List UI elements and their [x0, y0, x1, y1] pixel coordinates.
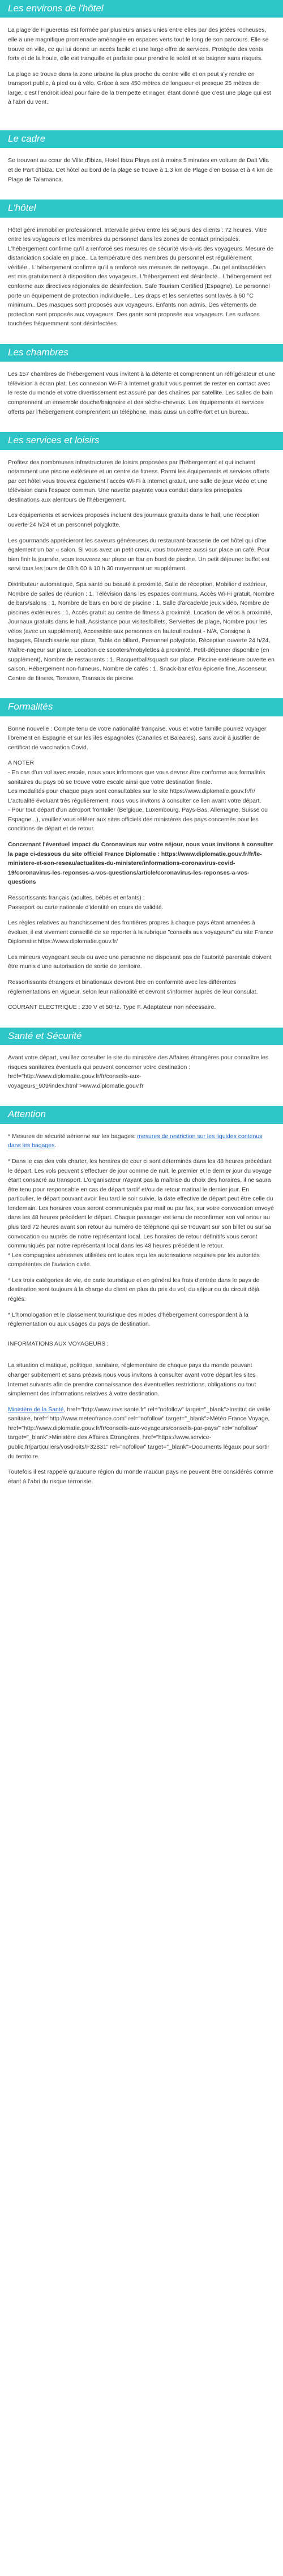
- paragraph: Ressortissants français (adultes, bébés et enfants) : Passeport ou carte nationale d'identité en cours de validité.: [8, 894, 164, 911]
- paragraph: * Dans le cas des vols charter, les horaires de cour ci sont déterminés dans les 48 heures précédant le départ. Les vols peuvent s'effectuer de jour comme de nuit, le premier et le dernier jour du voyage étant consacré au transport. L'organisateur n'ayant pas la maîtrise du choix des horaires, il ne saura être tenu pour responsable en cas de départ tardif et/ou de retour matinal le dernier jour. En particulier, le départ pouvant avoir lieu tard le soir suivie, la date effective de départ peut être celle du lendemain. Les horaires vous seront communiqués par mail ou par fax, sur votre convocation envoyé dans les 48 heures précédent le départ. Chaque passager est tenu de reconfirmer son vol retour au plus tard 72 heures avant son retour au numéro de téléphone qui se trouvant sur son billet ou sur sa convocation ou auprès de notre représentant local. Les horaires de retour définitifs vous seront communiqués par notre représentant local dans les 48 heures précédent le retour. * Les compagnies aériennes utilisées ont toutes reçu les autorisations requises par les autorités compétentes de l'aviation civile.: [8, 1157, 274, 1268]
- restriction-liquides-link[interactable]: mesures de restriction sur les liquides contenus dans les bagages: [8, 1132, 263, 1149]
- section-title: Attention: [0, 1106, 283, 1123]
- paragraph: Ressortissants étrangers et binationaux devront être en conformité avec les différentes réglementations en vigueur, selon leur nationalité et devront s'informer auprès de leur consulat.: [8, 978, 258, 995]
- paragraph: Hôtel géré immobilier professionnel. Intervalle prévu entre les séjours des clients : 72 heures. Vitre entre les voyageurs et les membres du personnel dans les zones de contact principales. L'hébergement confirme qu'il a renforcé ses mesures de sécurité vis-à-vis des voyageurs. Mesure de distanciation sociale en place.. La température des membres du personnel est régulièrement vérifiée.. L'hébergement confirme qu'il a renforcé ses mesures de nettoyage.. Du gel antibactérien est mis gratuitement à disposition des voyageurs. L'hébergement est désinfecté.. L'hébergement est conforme aux directives régionales de désinfection. Safe Tourism Certified (Espagne). Le personnel porte un équipement de protection individuelle.. Les draps et les serviettes sont lavés à 60 °C minimum.. Des masques sont proposés aux voyageurs. Enfants non admis. Des vêtements de protection sont proposés aux voyageurs. Des gants sont proposés aux voyageurs. Les surfaces touchées fréquemment sont désinfectées.: [8, 226, 274, 328]
- paragraph: [8, 1132, 275, 1151]
- paragraph: [8, 1405, 275, 1461]
- section-title: Le cadre: [0, 130, 283, 148]
- paragraph: Avant votre départ, veuillez consulter le site du ministère des Affaires étrangères pour connaître les risques sanitaires éventuels qui peuvent concerner votre destination : href="http://www.diplomatie.gouv.fr/fr/conseils-aux-voyageurs_909/index.html">www.diplomatie.gouv.fr: [8, 1054, 269, 1089]
- link-prefix: * Mesures de sécurité aérienne sur les bagages:: [8, 1132, 138, 1140]
- section-environs: [0, 0, 283, 122]
- paragraph: Les règles relatives au franchissement des frontières propres à chaque pays étant amenées à évoluer, il est vivement conseillé de se reporter à la rubrique "conseils aux voyageurs" du site France Diplomatie:https://www.diplomatie.gouv.fr/: [8, 919, 273, 945]
- paragraph: Les équipements et services proposés incluent des journaux gratuits dans le hall, une réception ouverte 24 h/24 et un personnel polyglotte.: [8, 512, 260, 529]
- section-formalites: [0, 698, 283, 1027]
- section-attention: [0, 1106, 283, 1501]
- paragraph: COURANT ÉLECTRIQUE : 230 V et 50Hz. Type F. Adaptateur non nécessaire.: [8, 1004, 216, 1011]
- paragraph: * Les trois catégories de vie, de carte touristique et en général les frais d'entrée dans le pays de destination sont toujours à la charge du client en plus du prix du vol, du séjour ou du circuit déjà réglés.: [8, 1276, 260, 1303]
- section-title: Santé et Sécurité: [0, 1028, 283, 1045]
- paragraph: Les mineurs voyageant seuls ou avec une personne ne disposant pas de l'autorité parentale doivent être munis d'une autorisation de sortie de territoire.: [8, 953, 272, 970]
- paragraph: Se trouvant au cœur de Ville d'Ibiza, Hotel Ibiza Playa est à moins 5 minutes en voiture de Dalt Vila et de Part d'Ibiza. Cet hôtel au bord de la plage se trouve à 1,3 km de Plage d'en Bossa et à 4 km de Plage de Talamanca.: [8, 157, 273, 183]
- paragraph: La plage de Figueretas est formée par plusieurs anses unies entre elles par des jetées rocheuses, elle a une magnifique promenade aménagée en espaces verts tout le long de son parcours. Elle se trouve en ville, ce qui lui donne un accès facile et une large offre de services. Protégée des vents forts et de la houle, elle est tranquille et parfaite pour prendre le soleil et se baigner sans risques.: [8, 27, 269, 62]
- section-services: [0, 432, 283, 698]
- paragraph: Les gourmands apprécieront les saveurs généreuses du restaurant-brasserie de cet hôtel qui dîne également un bar « salon. Si vous avez un petit creux, vous trouverez aussi sur place un café. Pour bien finir la journée, vous trouverez sur place un bar en bord de piscine. Un petit déjeuner buffet est servi tous les jours de 08 h 00 à 10 h 30 moyennant un supplément.: [8, 537, 270, 572]
- link-suffix: .: [54, 1142, 57, 1149]
- links-text: , href="http://www.invs.sante.fr" rel="nofollow" target="_blank">Institut de veille sanitaire, href="http://www.meteofrance.com" rel="nofollow" target="_blank">Météo France Voyage, href="http://www.diplomatie.gouv.fr/fr/conseils-aux-voyageurs/conseils-par-pays/" rel="nofollow" target="_blank">Ministère des Affaires Étrangères, href="https://www.service-public.fr/particuliers/vosdroits/F32831" rel="nofollow" target="_blank">Documents légaux pour sortir du territoire.: [8, 1406, 271, 1460]
- paragraph: La situation climatique, politique, sanitaire, réglementaire de chaque pays du monde pouvant changer subitement et sans préavis nous vous invitons à consulter avant votre départ les sites Internet suivants afin de prendre connaissance des éventuelles restrictions, obligations ou tout simplement des informations relatives à votre destination.: [8, 1362, 256, 1398]
- paragraph: INFORMATIONS AUX VOYAGEURS :: [8, 1340, 109, 1347]
- paragraph: Les 157 chambres de l'hébergement vous invitent à la détente et comprennent un réfrigérateur et une télévision à écran plat. Les connexion Wi-Fi à Internet gratuit vous permet de rester en contact avec le reste du monde et votre divertissement est assuré par des chaînes par satellite. Les salles de bain comprennent un ensemble douche/baignoire et des sèche-cheveux. Les équipements et services offerts par l'hébergement comprennent un téléphone, mais aussi un coffre-fort et un bureau.: [8, 371, 275, 415]
- paragraph: Bonne nouvelle : Compte tenu de votre nationalité française, vous et votre famille pourrez voyager librement en Espagne et sur les îles espagnoles (Canaries et Baléares), sans avoir à justifier de certificat de vaccination Covid.: [8, 725, 267, 751]
- paragraph: Toutefois il est rappelé qu'aucune région du monde n'aucun pays ne peuvent être considérés comme étant à l'abri du risque terroriste.: [8, 1469, 273, 1485]
- section-title: Les services et loisirs: [0, 432, 283, 449]
- paragraph: Concernant l'éventuel impact du Coronavirus sur votre séjour, nous vous invitons à consulter la page ci-dessous du site officiel France Diplomatie : https://www.diplomatie.gouv.fr/fr/le-ministere-et-son-reseau/actualites-du-ministere/informations-coronavirus-covid-19/coronavirus-les-reponses-a-vos-questions/article/coronavirus-les-reponses-a-vos-questions: [8, 841, 273, 886]
- paragraph: * L'homologation et le classement touristique des modes d'hébergement correspondent à la réglementation ou aux usages du pays de destination.: [8, 1311, 248, 1328]
- section-title: L'hôtel: [0, 200, 283, 217]
- section-chambres: [0, 344, 283, 432]
- paragraph: Distributeur automatique, Spa santé ou beauté à proximité, Salle de réception, Mobilier d'extérieur, Nombre de salles de réunion : 1, Télévision dans les espaces communs, Accès Wi-Fi gratuit, Nombre de bars/salons : 1, Nombre de bars en bord de piscine : 1, Salle d'arcade/de jeux vidéo, Nombre de piscines extérieures : 1, Accès gratuit au centre de fitness à proximité, Location de vélos à proximité, Journaux gratuits dans le hall, Assistance pour visites/billets, Serviettes de plage, Nombre pour les vélos (avec un supplément), Accessible aux personnes en fauteuil roulant - N/A, Consigne à bagages, Blanchisserie sur place, Table de billard, Personnel polyglotte, Réception ouverte 24 h/24, Maître-nageur sur place, Location de scooters/mobylettes à proximité, Petit-déjeuner disponible (en supplément), Nombre de restaurants : 1, Racquetball/squash sur place, Piscine extérieure ouverte en saison, Hébergement non-fumeurs, Nombre de cafés : 1, Snack-bar et/ou épicerie fine, Ascenseur, Centre de fitness, Terrasse, Transats de piscine: [8, 580, 275, 682]
- section-sante: [0, 1028, 283, 1106]
- section-cadre: [0, 130, 283, 200]
- section-title: Les environs de l'hôtel: [0, 0, 283, 18]
- paragraph: A NOTER - En cas d'un vol avec escale, nous vous informons que vous devrez être conforme aux formalités sanitaires du pays où se trouve votre escale ainsi que votre destination finale. Les modalités pour chaque pays sont consultables sur le site https://www.diplomatie.gouv.fr/fr/ L'actualité évoluant très régulièrement, nous vous invitons à consulter ce lien avant votre départ. - Pour tout départ d'un aéroport frontalier (Belgique, Luxembourg, Pays-Bas, Allemagne, Suisse ou Espagne...), veuillez vous référer aux sites officiels des ministères des pays concernés pour les conditions de départ et de retour.: [8, 759, 268, 833]
- section-title: Formalités: [0, 698, 283, 716]
- section-title: Les chambres: [0, 344, 283, 362]
- ministere-sante-link[interactable]: Ministère de la Santé: [8, 1406, 64, 1413]
- section-hotel: [0, 200, 283, 344]
- paragraph: La plage se trouve dans la zone urbaine la plus proche du centre ville et on peut s'y rendre en transport public, à pied ou à vélo. Grâce à ses 450 mètres de longueur et presque 25 mètres de large, c'est l'endroit idéal pour faire de la trempette et nager, étant donné que c'est une plage qui est à l'abri du vent.: [8, 70, 271, 106]
- paragraph: Profitez des nombreuses infrastructures de loisirs proposées par l'hébergement et qui incluent notamment une piscine extérieure et un centre de fitness. Parmi les équipements et services offerts par cet hôtel vous trouvez également l'accès Wi-Fi à Internet gratuit, une salle de jeux vidéo et une télévision dans l'espace commun. Une navette payante vous conduit dans les principales destinations aux alentours de l'hébergement.: [8, 459, 270, 503]
